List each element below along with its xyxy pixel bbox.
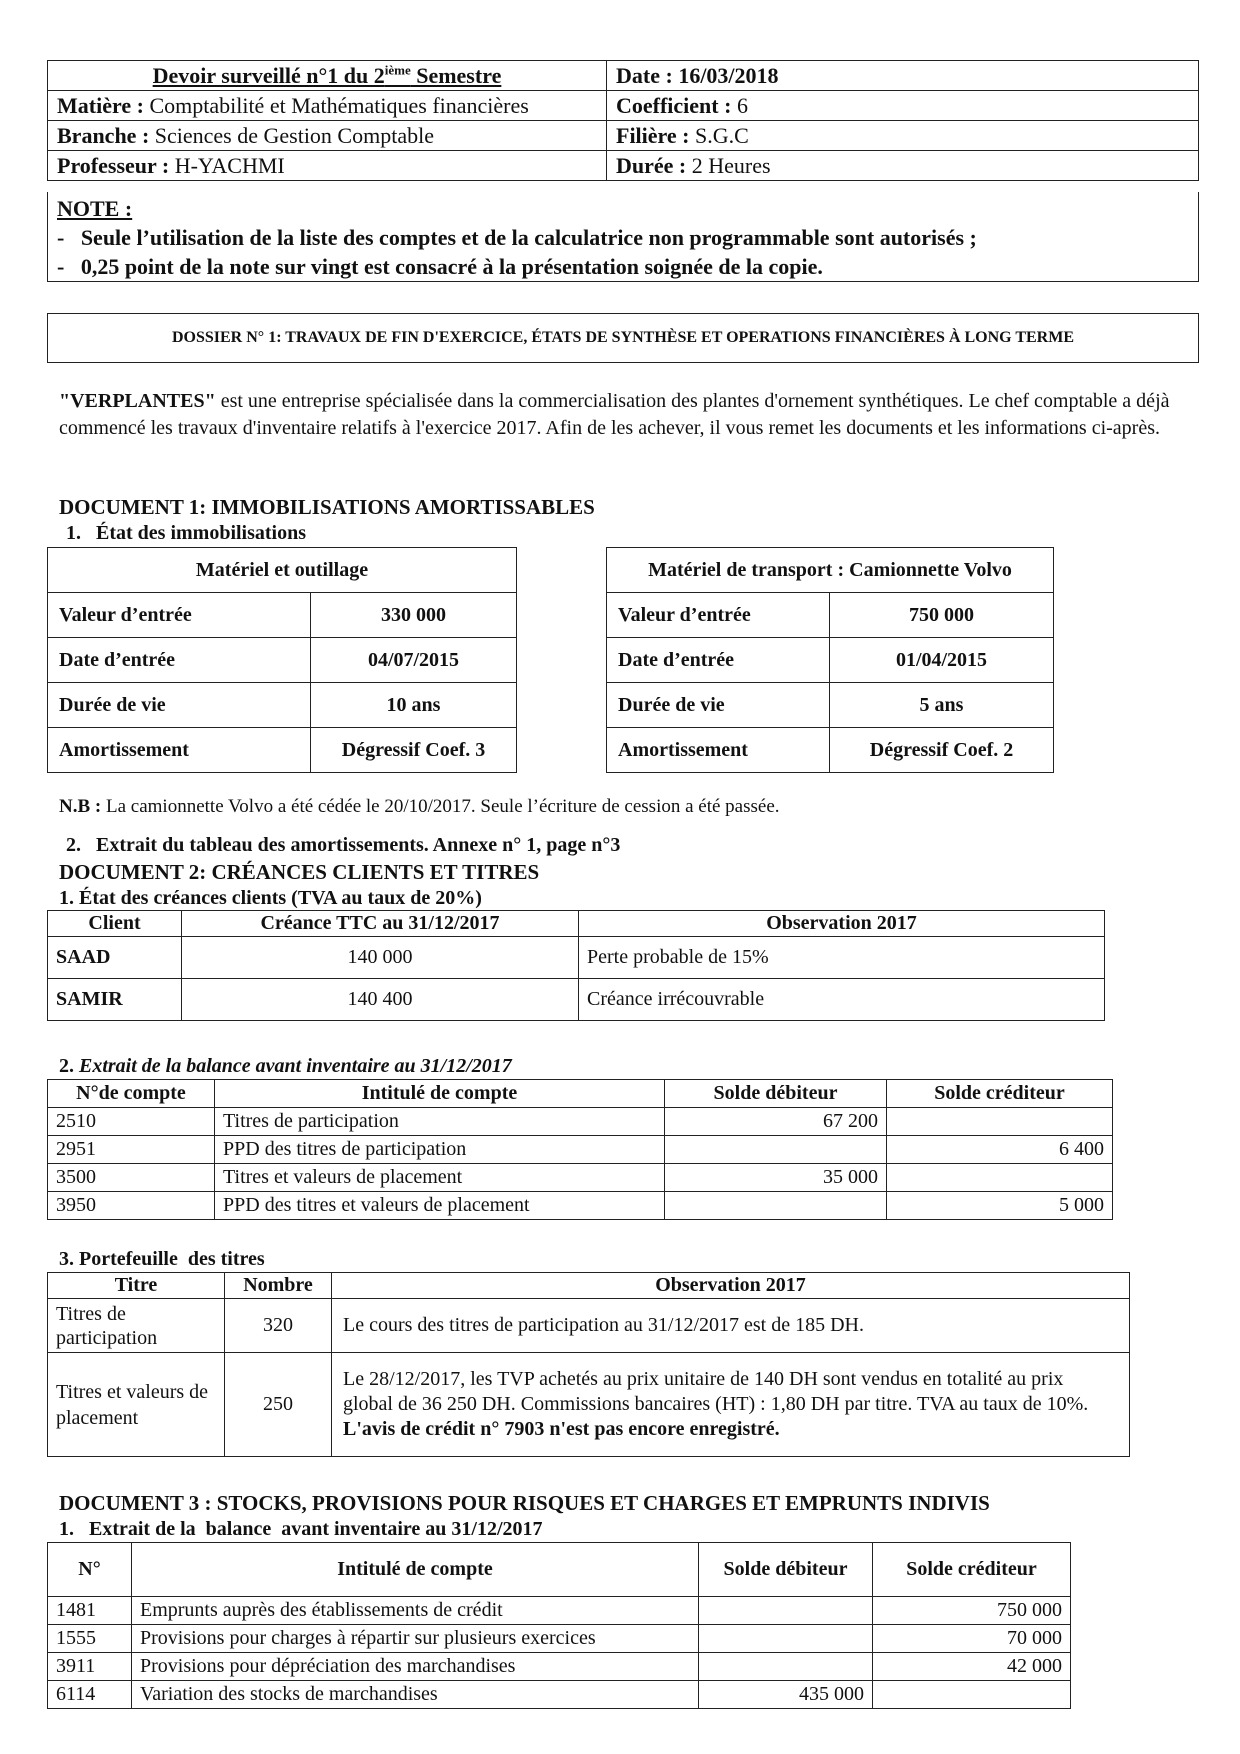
creances-table: Client Créance TTC au 31/12/2017 Observation 2017 SAAD 140 000 Perte probable de 15% SAMIR 140 400 Créance irrécouvrable bbox=[47, 910, 1105, 1021]
doc2-subtitle-2: 2. Extrait de la balance avant inventaire au 31/12/2017 bbox=[59, 1055, 512, 1077]
table-row: Durée de vie 10 ans bbox=[48, 683, 517, 728]
balance-stocks-table: N° Intitulé de compte Solde débiteur Solde créditeur 1481 Emprunts auprès des établissements de crédit 750 000 1555 Provisions pour charges à répartir sur plusieurs exercices 70 000 3911 Provisions pour dépréciation des marchandises 42 000 6114 Variation des stocks de marchandises 435 000 bbox=[47, 1542, 1071, 1709]
table-row: SAMIR 140 400 Créance irrécouvrable bbox=[48, 979, 1105, 1021]
table-row: Amortissement Dégressif Coef. 3 bbox=[48, 728, 517, 773]
nb-note: N.B : La camionnette Volvo a été cédée le 20/10/2017. Seule l’écriture de cession a été passée. bbox=[59, 796, 780, 817]
table-row: 1555 Provisions pour charges à répartir sur plusieurs exercices 70 000 bbox=[48, 1625, 1071, 1653]
branche-cell: Branche : Sciences de Gestion Comptable bbox=[48, 121, 607, 151]
doc1-subtitle-1: 1. État des immobilisations bbox=[66, 522, 307, 544]
doc2-subtitle-3: 3. Portefeuille des titres bbox=[59, 1248, 265, 1270]
materiel-outillage-table bbox=[47, 547, 517, 773]
duree-cell: Durée : 2 Heures bbox=[607, 151, 1199, 181]
table-row: Titres de participation 320 Le cours des titres de participation au 31/12/2017 est de 185 DH. bbox=[48, 1299, 1130, 1353]
table-row: Date d’entrée 01/04/2015 bbox=[607, 638, 1054, 683]
table-row: 2951 PPD des titres de participation 6 400 bbox=[48, 1136, 1113, 1164]
header-table bbox=[47, 60, 1199, 181]
exam-title: Devoir surveillé n°1 du 2ième Semestre bbox=[48, 61, 607, 91]
table-row: Durée de vie 5 ans bbox=[607, 683, 1054, 728]
note-title: NOTE : bbox=[57, 196, 133, 221]
note-box bbox=[47, 192, 1199, 282]
date-cell: Date : 16/03/2018 bbox=[607, 61, 1199, 91]
table-row: 3911 Provisions pour dépréciation des marchandises 42 000 bbox=[48, 1653, 1071, 1681]
table-row: 3950 PPD des titres et valeurs de placement 5 000 bbox=[48, 1192, 1113, 1220]
table-row: 1481 Emprunts auprès des établissements de crédit 750 000 bbox=[48, 1597, 1071, 1625]
matiere-cell: Matière : Comptabilité et Mathématiques financières bbox=[48, 91, 607, 121]
table-row: 3500 Titres et valeurs de placement 35 000 bbox=[48, 1164, 1113, 1192]
mat-outil-title: Matériel et outillage bbox=[48, 548, 517, 593]
portefeuille-table: Titre Nombre Observation 2017 Titres de participation 320 Le cours des titres de participation au 31/12/2017 est de 185 DH. Titres et valeurs de placement 250 Le 28/12/2017, les TVP achetés au prix unitaire de 140 DH sont vendus en totalité au prix global de 36 250 DH. Commissions bancaires (HT) : 1,80 DH par titre. TVA au taux de 10%. L'avis de crédit n° 7903 n'est pas encore enregistré. bbox=[47, 1272, 1130, 1457]
doc1-subtitle-2: 2. Extrait du tableau des amortissements. Annexe n° 1, page n°3 bbox=[66, 834, 621, 856]
table-row: Amortissement Dégressif Coef. 2 bbox=[607, 728, 1054, 773]
table-row: 2510 Titres de participation 67 200 bbox=[48, 1108, 1113, 1136]
doc1-title: DOCUMENT 1: IMMOBILISATIONS AMORTISSABLES bbox=[59, 495, 595, 519]
doc3-subtitle-1: 1. Extrait de la balance avant inventaire au 31/12/2017 bbox=[59, 1518, 543, 1540]
table-row: Valeur d’entrée 330 000 bbox=[48, 593, 517, 638]
dossier-title: DOSSIER N° 1: TRAVAUX DE FIN D'EXERCICE, ÉTATS DE SYNTHÈSE ET OPERATIONS FINANCIÈRES À LONG TERME bbox=[47, 313, 1199, 363]
table-row: Valeur d’entrée 750 000 bbox=[607, 593, 1054, 638]
coefficient-cell: Coefficient : 6 bbox=[607, 91, 1199, 121]
note-line-2: - 0,25 point de la note sur vingt est consacré à la présentation soignée de la copie. bbox=[57, 254, 823, 279]
intro-text: est une entreprise spécialisée dans la commercialisation des plantes d'ornement synthétiques. Le chef comptable a déjà commencé les travaux d'inventaire relatifs à l'exercice 2017. Afin de les achever, il vous remet les documents et les informations ci-après. bbox=[59, 390, 1170, 439]
filiere-cell: Filière : S.G.C bbox=[607, 121, 1199, 151]
note-line-1: - Seule l’utilisation de la liste des comptes et de la calculatrice non programmable sont autorisés ; bbox=[57, 225, 977, 250]
balance-titres-table: N°de compte Intitulé de compte Solde débiteur Solde créditeur 2510 Titres de participation 67 200 2951 PPD des titres de participation 6 400 3500 Titres et valeurs de placement 35 000 3950 PPD des titres et valeurs de placement 5 000 bbox=[47, 1079, 1113, 1220]
company-name: "VERPLANTES" bbox=[59, 390, 216, 412]
table-row: 6114 Variation des stocks de marchandises 435 000 bbox=[48, 1681, 1071, 1709]
table-row: Titres et valeurs de placement 250 Le 28/12/2017, les TVP achetés au prix unitaire de 140 DH sont vendus en totalité au prix global de 36 250 DH. Commissions bancaires (HT) : 1,80 DH par titre. TVA au taux de 10%. L'avis de crédit n° 7903 n'est pas encore enregistré. bbox=[48, 1353, 1130, 1457]
mat-transport-title: Matériel de transport : Camionnette Volvo bbox=[607, 548, 1054, 593]
intro-paragraph bbox=[59, 388, 1199, 442]
doc2-title: DOCUMENT 2: CRÉANCES CLIENTS ET TITRES bbox=[59, 860, 540, 884]
professeur-cell: Professeur : H-YACHMI bbox=[48, 151, 607, 181]
materiel-transport-table bbox=[606, 547, 1054, 773]
table-row: SAAD 140 000 Perte probable de 15% bbox=[48, 937, 1105, 979]
doc2-subtitle-1: 1. État des créances clients (TVA au taux de 20%) bbox=[59, 887, 482, 909]
table-row: Date d’entrée 04/07/2015 bbox=[48, 638, 517, 683]
doc3-title: DOCUMENT 3 : STOCKS, PROVISIONS POUR RISQUES ET CHARGES ET EMPRUNTS INDIVIS bbox=[59, 1491, 990, 1515]
